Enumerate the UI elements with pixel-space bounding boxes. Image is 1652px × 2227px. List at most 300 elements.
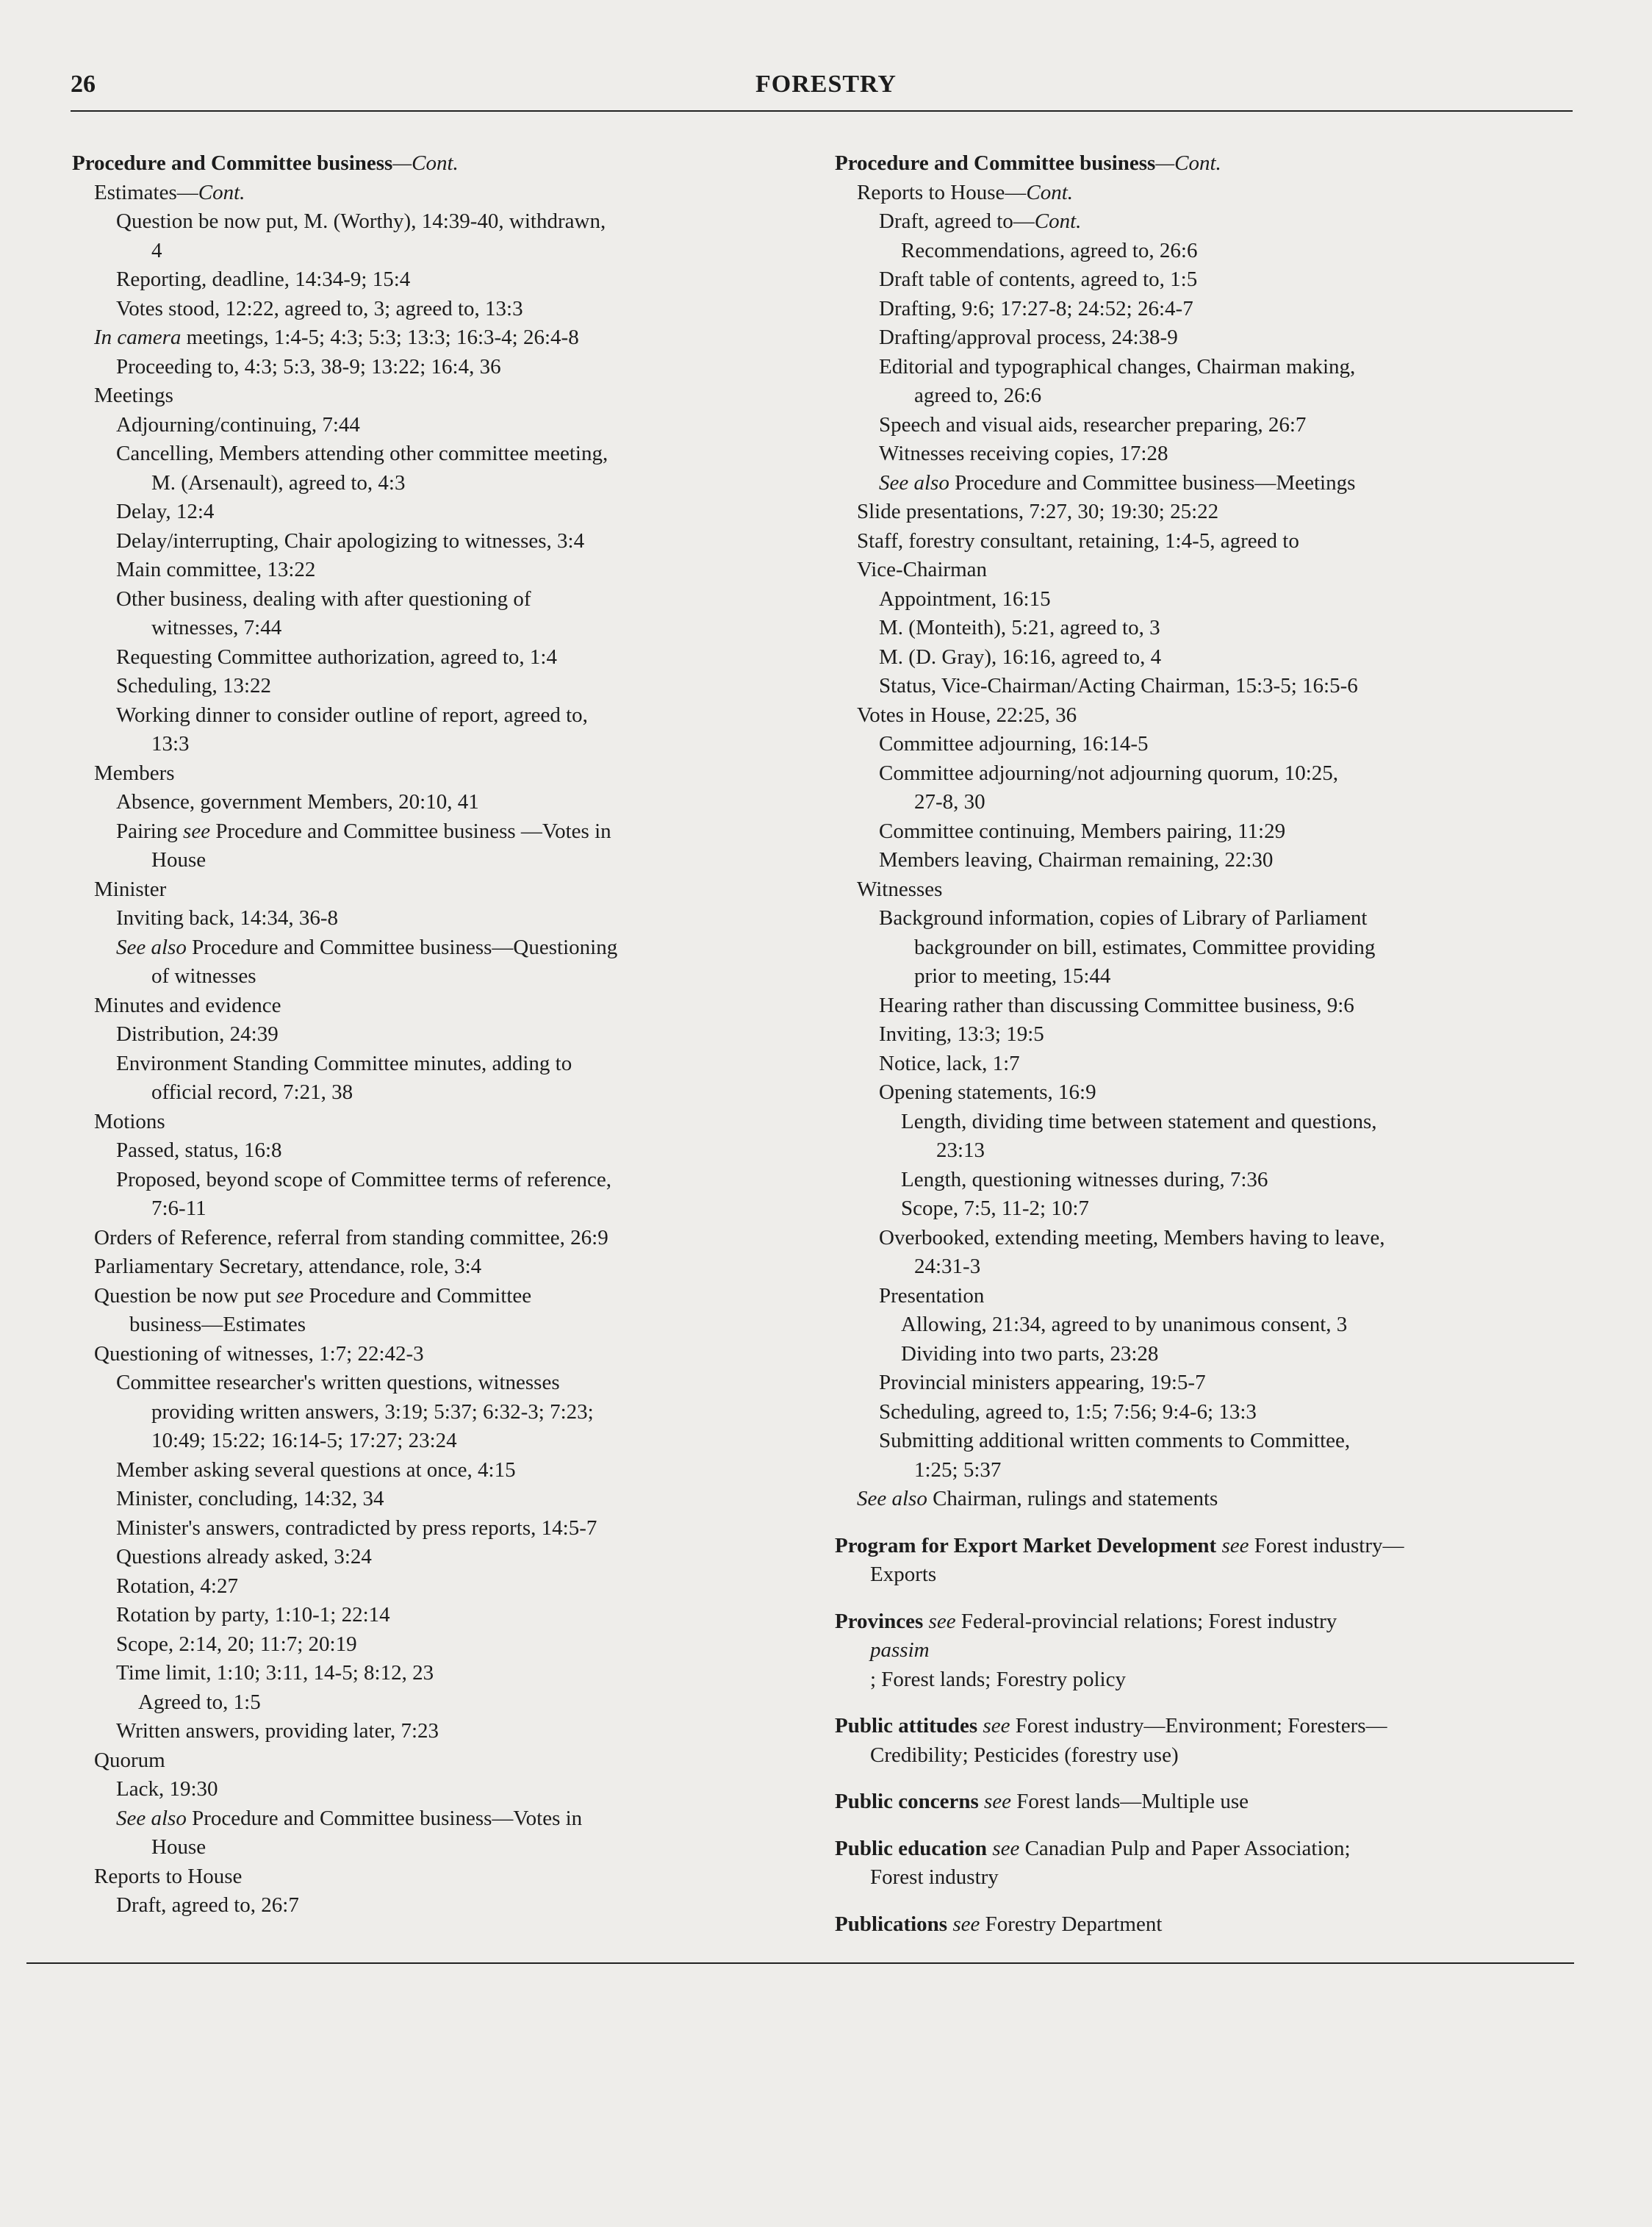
- entry-text: Length, questioning witnesses during, 7:36: [901, 1167, 1268, 1191]
- index-entry: [835, 759, 1570, 817]
- entry-line: [116, 1891, 785, 1921]
- entry-continuation-line: [879, 933, 1570, 963]
- entry-text: Forest lands—Multiple use: [1011, 1790, 1249, 1813]
- index-entry: [835, 411, 1570, 440]
- entry-line: [879, 904, 1570, 933]
- entry-continuation-line: [116, 1833, 785, 1862]
- index-entry: [835, 1166, 1570, 1195]
- entry-text: witnesses, 7:44: [151, 616, 282, 639]
- entry-text: 13:3: [151, 732, 190, 756]
- entry-line: [116, 1659, 785, 1688]
- italic-text: See also: [116, 1806, 187, 1830]
- entry-line: [116, 701, 785, 731]
- entry-text: M. (Monteith), 5:21, agreed to, 3: [879, 616, 1160, 639]
- entry-text: Procedure and Committee business—Questioning: [186, 935, 618, 959]
- entry-text: Time limit, 1:10; 3:11, 14-5; 8:12, 23: [116, 1661, 434, 1685]
- entry-continuation-line: [835, 1560, 1570, 1590]
- left-index-column: [72, 149, 785, 1921]
- entry-line: [72, 149, 785, 179]
- entry-text: Pairing: [116, 819, 184, 843]
- entry-line: [116, 1775, 785, 1804]
- entry-text: Exports: [870, 1563, 937, 1586]
- index-entry: [835, 179, 1570, 208]
- entry-line: [901, 1310, 1570, 1340]
- entry-continuation-line: [116, 846, 785, 875]
- entry-text: 24:31-3: [914, 1255, 981, 1278]
- index-entry: [72, 759, 785, 789]
- index-entry: [72, 585, 785, 643]
- entry-line: [857, 498, 1570, 527]
- index-entry: [72, 1862, 785, 1892]
- entry-text: Estimates—: [94, 180, 198, 204]
- index-entry: [72, 1717, 785, 1746]
- entry-line: [116, 498, 785, 527]
- entry-text: Meetings: [94, 384, 173, 407]
- entry-text: Committee researcher's written questions, witnesses: [116, 1371, 560, 1394]
- entry-line: [94, 991, 785, 1021]
- index-entry: [835, 1835, 1570, 1893]
- entry-text: Recommendations, agreed to, 26:6: [901, 238, 1198, 262]
- entry-line: [879, 323, 1570, 353]
- entry-text: Reports to House—: [857, 180, 1027, 204]
- entry-line: [857, 701, 1570, 731]
- entry-line: [879, 295, 1570, 324]
- entry-text: Minister: [94, 877, 167, 901]
- entry-text: Motions: [94, 1109, 165, 1133]
- entry-line: [879, 585, 1570, 614]
- index-entry: [835, 1310, 1570, 1340]
- entry-line: [116, 440, 785, 469]
- index-entry: [835, 1050, 1570, 1079]
- italic-text: see: [947, 1912, 980, 1936]
- entry-continuation-line: [116, 1427, 785, 1456]
- index-entry: [72, 701, 785, 759]
- index-entry: [835, 701, 1570, 731]
- entry-line: [879, 817, 1570, 847]
- entry-text: Written answers, providing later, 7:23: [116, 1719, 439, 1743]
- index-entry: [72, 149, 785, 179]
- entry-text: Procedure and Committee business—Meetings: [949, 470, 1356, 495]
- index-entry: [835, 149, 1570, 179]
- entry-continuation-line: [116, 1078, 785, 1108]
- entry-continuation-line: [116, 469, 785, 498]
- entry-text: Submitting additional written comments to Committee,: [879, 1429, 1351, 1452]
- index-entry: [72, 1456, 785, 1485]
- entry-line: [116, 1485, 785, 1514]
- entry-text: Procedure and Committee business —Votes in: [210, 819, 611, 843]
- italic-text: see: [1216, 1533, 1249, 1557]
- index-entry: [72, 1020, 785, 1050]
- entry-text: Main committee, 13:22: [116, 558, 316, 581]
- entry-line: [116, 904, 785, 933]
- header-rule: [71, 110, 1573, 112]
- entry-line: [116, 1050, 785, 1079]
- entry-text: Minutes and evidence: [94, 993, 281, 1017]
- entry-line: [857, 179, 1570, 208]
- index-entry: [72, 1891, 785, 1921]
- index-entry: [72, 556, 785, 585]
- entry-continuation-line: [94, 1310, 785, 1340]
- index-entry: [835, 875, 1570, 905]
- entry-text: Forest industry—Environment; Foresters—: [1010, 1714, 1387, 1738]
- entry-text: Question be now put: [94, 1283, 277, 1308]
- entry-line: [94, 1340, 785, 1369]
- entry-line: [879, 411, 1570, 440]
- entry-line: [879, 1427, 1570, 1456]
- entry-line: [94, 179, 785, 208]
- entry-text: Reporting, deadline, 14:34-9; 15:4: [116, 268, 411, 291]
- italic-text: See also: [879, 470, 949, 495]
- entry-line: [835, 1532, 1570, 1561]
- index-entry: [72, 1514, 785, 1543]
- entry-line: [879, 643, 1570, 673]
- entry-continuation-line: [835, 1665, 1570, 1695]
- index-entry: [72, 1775, 785, 1804]
- entry-text: Forestry Department: [980, 1912, 1163, 1936]
- entry-text: Minister's answers, contradicted by press reports, 14:5-7: [116, 1516, 597, 1540]
- entry-text: Procedure and Committee business—Votes in: [186, 1806, 583, 1830]
- index-entry: [72, 323, 785, 353]
- entry-line: [879, 846, 1570, 875]
- entry-text: Draft table of contents, agreed to, 1:5: [879, 268, 1198, 291]
- entry-text: 1:25; 5:37: [914, 1457, 1002, 1482]
- italic-text: passim: [870, 1638, 930, 1662]
- entry-text: of witnesses: [151, 964, 256, 988]
- index-entry: [835, 1485, 1570, 1514]
- italic-text: In camera: [94, 326, 182, 349]
- entry-text: Orders of Reference, referral from standing committee, 26:9: [94, 1225, 608, 1249]
- entry-text: Allowing, 21:34, agreed to by unanimous consent, 3: [901, 1313, 1348, 1336]
- entry-line: [835, 1607, 1570, 1637]
- entry-continuation-line: [879, 1456, 1570, 1485]
- entry-text: Adjourning/continuing, 7:44: [116, 412, 360, 437]
- entry-text: Environment Standing Committee minutes, adding to: [116, 1051, 572, 1075]
- entry-text: providing written answers, 3:19; 5:37; 6:32-3; 7:23;: [151, 1399, 594, 1424]
- entry-line: [116, 1136, 785, 1166]
- entry-line: [901, 1340, 1570, 1369]
- index-entry: [835, 207, 1570, 237]
- index-entry: [835, 323, 1570, 353]
- index-entry: [835, 817, 1570, 847]
- entry-line: [901, 237, 1570, 266]
- entry-line: [94, 1252, 785, 1282]
- index-entry: [72, 1136, 785, 1166]
- entry-continuation-line: [116, 1398, 785, 1427]
- entry-text: Absence, government Members, 20:10, 41: [116, 790, 479, 814]
- entry-text: M. (Arsenault), agreed to, 4:3: [151, 470, 406, 495]
- index-entry: [72, 411, 785, 440]
- entry-continuation-line: [835, 1636, 1570, 1665]
- entry-line: [116, 556, 785, 585]
- index-entry: [835, 1712, 1570, 1770]
- entry-text: ; Forest lands; Forestry policy: [870, 1667, 1126, 1691]
- entry-continuation-line: [879, 1252, 1570, 1282]
- entry-text: Reports to House: [94, 1864, 243, 1888]
- italic-text: —Cont.: [1155, 151, 1221, 175]
- entry-text: Parliamentary Secretary, attendance, role, 3:4: [94, 1255, 482, 1278]
- entry-line: [879, 469, 1570, 498]
- entry-text: 10:49; 15:22; 16:14-5; 17:27; 23:24: [151, 1429, 457, 1452]
- entry-line: [879, 614, 1570, 643]
- index-entry: [835, 730, 1570, 759]
- index-entry: [72, 498, 785, 527]
- index-entry: [72, 353, 785, 382]
- entry-line: [94, 875, 785, 905]
- entry-text: Inviting back, 14:34, 36-8: [116, 906, 339, 930]
- index-entry: [835, 614, 1570, 643]
- entry-line: [835, 1835, 1570, 1864]
- index-entry: [72, 265, 785, 295]
- index-entry: [835, 1282, 1570, 1311]
- entry-text: Question be now put, M. (Worthy), 14:39-40, withdrawn,: [116, 209, 606, 233]
- entry-text: Questions already asked, 3:24: [116, 1545, 372, 1568]
- entry-line: [835, 1910, 1570, 1940]
- entry-text: Delay, 12:4: [116, 500, 215, 523]
- entry-heading: Procedure and Committee business: [835, 151, 1156, 175]
- entry-text: Proposed, beyond scope of Committee terms of reference,: [116, 1167, 612, 1191]
- entry-line: [857, 1485, 1570, 1514]
- index-entry: [835, 1369, 1570, 1398]
- entry-continuation-line: [879, 381, 1570, 411]
- entry-line: [116, 672, 785, 701]
- entry-line: [94, 323, 785, 353]
- entry-text: House: [151, 1835, 206, 1859]
- entry-text: Vice-Chairman: [857, 558, 988, 581]
- entry-line: [116, 585, 785, 614]
- entry-text: House: [151, 848, 206, 872]
- italic-text: see: [276, 1283, 304, 1308]
- entry-line: [901, 1166, 1570, 1195]
- index-entry: [835, 295, 1570, 324]
- entry-line: [116, 1514, 785, 1543]
- entry-line: [116, 933, 785, 963]
- entry-continuation-line: [116, 237, 785, 266]
- index-entry: [72, 1804, 785, 1862]
- entry-heading: Provinces: [835, 1609, 924, 1633]
- index-entry: [835, 440, 1570, 469]
- index-entry: [72, 295, 785, 324]
- index-entry: [72, 179, 785, 208]
- entry-text: Lack, 19:30: [116, 1777, 218, 1801]
- running-title: FORESTRY: [755, 71, 897, 98]
- entry-text: Rotation, 4:27: [116, 1574, 238, 1598]
- entry-text: 27-8, 30: [914, 790, 985, 814]
- index-entry: [835, 1532, 1570, 1590]
- entry-line: [116, 1369, 785, 1398]
- entry-line: [94, 1746, 785, 1776]
- index-entry: [72, 1485, 785, 1514]
- entry-text: Working dinner to consider outline of report, agreed to,: [116, 703, 588, 727]
- index-entry: [835, 527, 1570, 556]
- entry-text: 7:6-11: [151, 1197, 206, 1220]
- index-entry: [835, 1910, 1570, 1940]
- index-entry: [72, 788, 785, 817]
- entry-text: Notice, lack, 1:7: [879, 1051, 1020, 1075]
- entry-line: [94, 381, 785, 411]
- entry-line: [879, 730, 1570, 759]
- entry-text: Committee continuing, Members pairing, 11:29: [879, 819, 1286, 843]
- italic-text: see: [978, 1790, 1012, 1813]
- entry-line: [857, 527, 1570, 556]
- entry-text: Credibility; Pesticides (forestry use): [870, 1743, 1179, 1767]
- italic-text: Cont.: [1034, 209, 1082, 233]
- entry-line: [901, 1108, 1570, 1137]
- entry-text: agreed to, 26:6: [914, 384, 1042, 407]
- entry-line: [835, 149, 1570, 179]
- italic-text: see: [987, 1836, 1020, 1860]
- entry-text: Questioning of witnesses, 1:7; 22:42-3: [94, 1341, 424, 1366]
- index-entry: [72, 1282, 785, 1340]
- entry-line: [116, 643, 785, 673]
- entry-text: Draft, agreed to, 26:7: [116, 1893, 299, 1917]
- entry-line: [116, 1456, 785, 1485]
- entry-text: Distribution, 24:39: [116, 1022, 279, 1046]
- index-entry: [72, 1224, 785, 1253]
- entry-text: Members leaving, Chairman remaining, 22:30: [879, 848, 1274, 872]
- entry-line: [879, 207, 1570, 237]
- index-entry: [835, 556, 1570, 585]
- entry-line: [116, 1804, 785, 1834]
- entry-line: [116, 1601, 785, 1630]
- entry-line: [138, 1688, 785, 1718]
- entry-line: [94, 1224, 785, 1253]
- entry-text: Quorum: [94, 1748, 165, 1772]
- italic-text: See also: [857, 1487, 927, 1510]
- entry-line: [879, 440, 1570, 469]
- index-entry: [72, 1746, 785, 1776]
- entry-heading: Procedure and Committee business: [72, 151, 393, 175]
- entry-text: Staff, forestry consultant, retaining, 1:4-5, agreed to: [857, 528, 1299, 553]
- entry-line: [94, 1862, 785, 1892]
- entry-text: Presentation: [879, 1283, 985, 1308]
- entry-text: Cancelling, Members attending other committee meeting,: [116, 442, 608, 465]
- entry-text: Forest industry—: [1249, 1533, 1404, 1557]
- index-entry: [835, 265, 1570, 295]
- index-entry: [72, 933, 785, 991]
- entry-continuation-line: [835, 1863, 1570, 1893]
- entry-line: [879, 353, 1570, 382]
- right-index-column: [835, 149, 1570, 1939]
- entry-continuation-line: [879, 788, 1570, 817]
- entry-text: Speech and visual aids, researcher preparing, 26:7: [879, 412, 1307, 437]
- entry-line: [116, 788, 785, 817]
- entry-text: Provincial ministers appearing, 19:5-7: [879, 1371, 1206, 1394]
- index-entry: [835, 1020, 1570, 1050]
- index-entry: [72, 1630, 785, 1660]
- entry-text: Chairman, rulings and statements: [927, 1487, 1218, 1510]
- entry-text: Federal-provincial relations; Forest industry: [955, 1609, 1337, 1633]
- index-entry: [835, 643, 1570, 673]
- entry-text: Editorial and typographical changes, Chairman making,: [879, 354, 1356, 379]
- entry-line: [879, 1224, 1570, 1253]
- entry-line: [116, 411, 785, 440]
- entry-line: [116, 265, 785, 295]
- entry-text: Drafting, 9:6; 17:27-8; 24:52; 26:4-7: [879, 296, 1193, 320]
- entry-line: [835, 1712, 1570, 1741]
- entry-line: [116, 295, 785, 324]
- index-entry: [835, 991, 1570, 1021]
- entry-text: prior to meeting, 15:44: [914, 964, 1111, 988]
- entry-text: 23:13: [936, 1138, 985, 1162]
- index-entry: [72, 1252, 785, 1282]
- entry-text: Hearing rather than discussing Committee business, 9:6: [879, 993, 1354, 1017]
- index-entry: [835, 1340, 1570, 1369]
- italic-text: see: [977, 1714, 1010, 1738]
- entry-text: Canadian Pulp and Paper Association;: [1019, 1836, 1351, 1860]
- entry-text: Votes stood, 12:22, agreed to, 3; agreed to, 13:3: [116, 296, 523, 320]
- entry-text: Committee adjourning/not adjourning quorum, 10:25,: [879, 761, 1339, 785]
- entry-text: M. (D. Gray), 16:16, agreed to, 4: [879, 645, 1162, 669]
- index-entry: [72, 875, 785, 905]
- entry-text: Appointment, 16:15: [879, 587, 1051, 611]
- entry-text: Agreed to, 1:5: [138, 1690, 261, 1714]
- entry-text: Passed, status, 16:8: [116, 1138, 282, 1162]
- entry-heading: Public concerns: [835, 1790, 979, 1813]
- index-entry: [835, 498, 1570, 527]
- entry-line: [879, 1020, 1570, 1050]
- entry-line: [879, 1398, 1570, 1427]
- italic-text: Cont.: [198, 180, 245, 204]
- entry-text: backgrounder on bill, estimates, Committee providing: [914, 935, 1376, 959]
- entry-line: [879, 991, 1570, 1021]
- index-entry: [72, 991, 785, 1021]
- entry-text: Overbooked, extending meeting, Members having to leave,: [879, 1225, 1385, 1249]
- entry-continuation-line: [116, 730, 785, 759]
- index-entry: [835, 237, 1570, 266]
- index-entry: [835, 1108, 1570, 1166]
- entry-text: Inviting, 13:3; 19:5: [879, 1022, 1044, 1046]
- entry-text: Procedure and Committee: [304, 1283, 532, 1308]
- italic-text: —Cont.: [392, 151, 459, 175]
- index-entry: [72, 1050, 785, 1108]
- entry-text: Witnesses receiving copies, 17:28: [879, 442, 1168, 465]
- entry-heading: Publications: [835, 1912, 948, 1936]
- entry-text: Slide presentations, 7:27, 30; 19:30; 25:22: [857, 500, 1219, 523]
- page-number: 26: [71, 71, 96, 98]
- entry-text: Minister, concluding, 14:32, 34: [116, 1487, 384, 1510]
- entry-text: meetings, 1:4-5; 4:3; 5:3; 13:3; 16:3-4; 26:4-8: [181, 326, 579, 349]
- entry-text: Dividing into two parts, 23:28: [901, 1341, 1159, 1366]
- entry-line: [116, 1543, 785, 1572]
- index-entry: [72, 1659, 785, 1688]
- italic-text: See also: [116, 935, 187, 959]
- entry-text: Rotation by party, 1:10-1; 22:14: [116, 1603, 390, 1627]
- entry-text: Requesting Committee authorization, agreed to, 1:4: [116, 645, 557, 669]
- entry-text: Other business, dealing with after questioning of: [116, 587, 531, 611]
- index-entry: [835, 469, 1570, 498]
- entry-text: Forest industry: [870, 1865, 999, 1889]
- entry-line: [879, 1282, 1570, 1311]
- entry-line: [116, 1717, 785, 1746]
- entry-text: Member asking several questions at once, 4:15: [116, 1457, 516, 1482]
- italic-text: Cont.: [1026, 180, 1074, 204]
- entry-text: Witnesses: [857, 877, 943, 901]
- index-entry: [72, 1543, 785, 1572]
- entry-line: [116, 1020, 785, 1050]
- footer-rule: [26, 1962, 1574, 1964]
- entry-line: [879, 1078, 1570, 1108]
- entry-continuation-line: [116, 614, 785, 643]
- index-entry: [835, 353, 1570, 411]
- entry-line: [879, 1369, 1570, 1398]
- entry-line: [879, 759, 1570, 789]
- index-entry: [835, 672, 1570, 701]
- index-entry: [72, 817, 785, 875]
- index-entry: [72, 1688, 785, 1718]
- entry-text: Scheduling, 13:22: [116, 674, 272, 697]
- entry-line: [879, 672, 1570, 701]
- index-entry: [835, 1398, 1570, 1427]
